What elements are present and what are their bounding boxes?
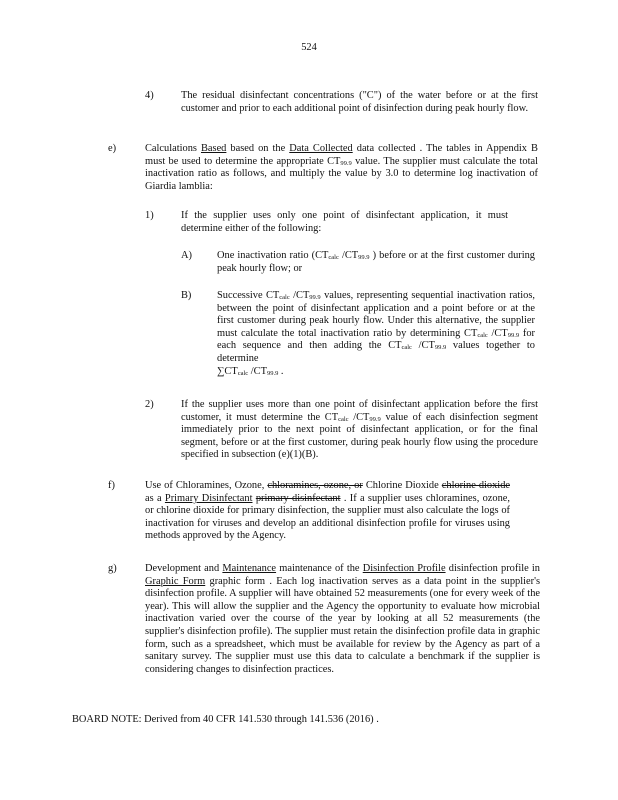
item-e2-text: If the supplier uses more than one point of disinfectant application before the first customer, it must determine the $CT_{calc}$ $/CT_{99.9}$ value of each disinfection segment immediately prior to the next point of disinfectant application, or for the final segment, before or at the first customer, during peak hourly flow using the procedure specified in subsection (e)(1)(B). xyxy=(181,399,538,461)
page-number: 524 xyxy=(301,42,317,53)
item-e-label: e) xyxy=(108,143,117,154)
item-e1a-text: One inactivation ratio ($CT_{calc}$ $/CT_{99.9}$ ) before or at the first customer during peak hourly flow; or xyxy=(217,250,535,274)
deleted-text: chlorine dioxide xyxy=(441,480,510,491)
inserted-text: Primary Disinfectant xyxy=(164,492,253,504)
item-e1b-text: Successive $CT_{calc}$ $/CT_{99.9}$ values, representing sequential inactivation ratios, between the point of disinfectant application and a point before or at the first customer during peak hourly flow. Under this alternative, the supplier must calculate the total inactivation ratio by determining $CT_{calc}$ $/CT_{99.9}$ for each sequence and then adding the $CT_{calc}$ $/CT_{99.9}$ values together to determine $\sum CT_{calc}$ $/CT_{99.9}$ . xyxy=(217,290,535,377)
inserted-text: Maintenance xyxy=(222,563,277,574)
inserted-text: Based xyxy=(200,143,227,154)
item-e-text: Calculations Based based on the Data Collected data collected . The tables in Appendix B must be used to determine the appropriate $CT_{99.9}$ value. The supplier must calculate the total inactivation ratio as follows, and multiply the value by 3.0 to determine log inactivation of Giardia lamblia: xyxy=(145,143,538,192)
item-e1a-label: A) xyxy=(181,250,192,261)
item-e2-label: 2) xyxy=(145,399,154,410)
item-4-label: 4) xyxy=(145,90,154,101)
deleted-text: primary disinfectant xyxy=(255,492,341,504)
item-f-text: Use of Chloramines, Ozone, chloramines, ozone, or Chlorine Dioxide chlorine dioxide as a Primary Disinfectant primary disinfectant . If a supplier uses chloramines, ozone, or chlorine dioxide for primary disinfection, the supplier must also calculate the logs of inactivation for viruses and develop an additional disinfection profile for viruses using methods approved by the Agency. xyxy=(145,480,511,542)
inserted-text: Data Collected xyxy=(289,143,353,154)
item-4-text: The residual disinfectant concentrations ("C") of the water before or at the first customer and prior to each additional point of disinfection during peak hourly flow. xyxy=(181,90,538,114)
item-g-text: Development and Maintenance maintenance of the Disinfection Profile disinfection profile in Graphic Form graphic form . Each log inactivation serves as a data point in the supplier's disinfection profile. A supplier will have obtained 52 measurements (one for every week of the year). This will allow the supplier and the Agency the opportunity to evaluate how microbial inactivation varied over the course of the year by looking at all 52 measurements (the supplier's disinfection profile). The supplier must retain the disinfection profile data in graphic form, such as a spreadsheet, which must be available for review by the Agency as part of a sanitary survey. The supplier must use this data to calculate a benchmark if the supplier is considering changes to disinfection practices. xyxy=(145,563,540,675)
deleted-text: chloramines, ozone, or xyxy=(267,480,363,491)
item-e1b-label: B) xyxy=(181,290,192,301)
item-g-label: g) xyxy=(108,563,117,574)
item-e1-label: 1) xyxy=(145,210,154,221)
inserted-text: Disinfection Profile xyxy=(362,563,446,574)
inserted-text: Graphic Form xyxy=(145,575,206,587)
board-note: BOARD NOTE: Derived from 40 CFR 141.530 through 141.536 (2016) . xyxy=(72,714,379,725)
item-f-label: f) xyxy=(108,480,115,491)
item-e1-text: If the supplier uses only one point of disinfectant application, it must determine either of the following: xyxy=(181,210,508,234)
